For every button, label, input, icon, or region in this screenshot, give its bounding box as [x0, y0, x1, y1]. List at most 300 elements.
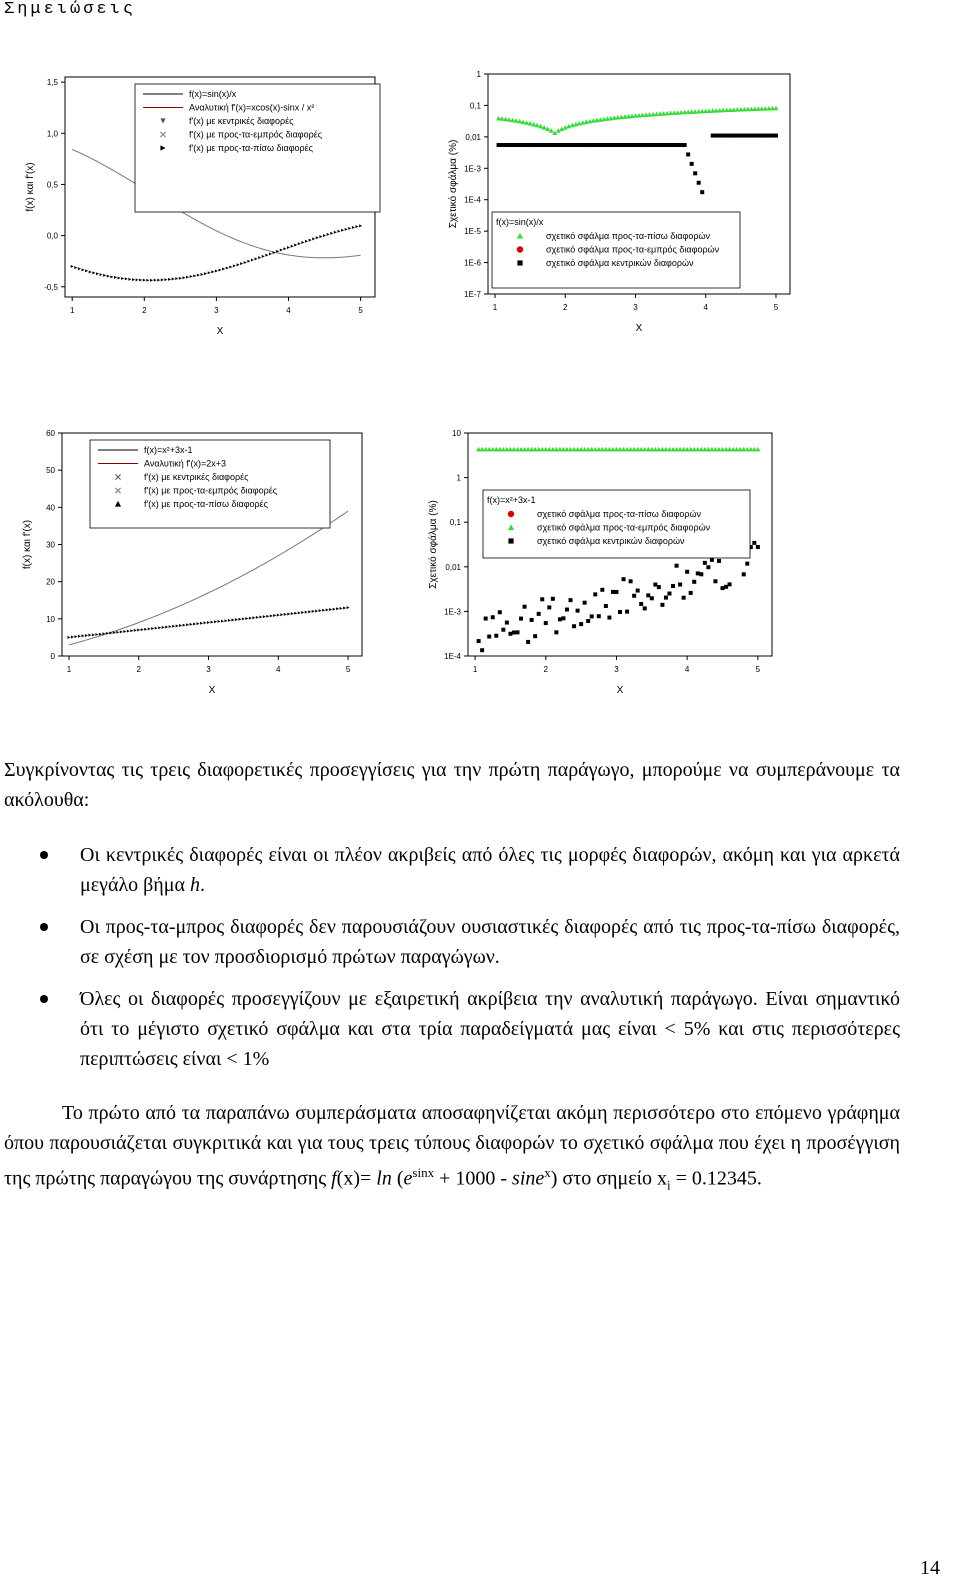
- derivative-point: [273, 614, 276, 617]
- error-point: [653, 583, 657, 587]
- formula-e: e: [403, 1167, 413, 1190]
- legend-label: f'(x) με κεντρικές διαφορές: [189, 116, 294, 126]
- error-point: [542, 143, 546, 147]
- x-tick-label: 4: [276, 665, 281, 674]
- error-point: [752, 541, 756, 545]
- error-point: [494, 634, 498, 638]
- error-point: [686, 152, 690, 156]
- y-tick-label: 1E-3: [444, 607, 461, 617]
- x-axis-label: X: [635, 323, 643, 334]
- derivative-point: [74, 266, 77, 269]
- error-point: [693, 171, 697, 175]
- error-point: [500, 143, 504, 147]
- legend-marker: [517, 260, 522, 265]
- formula-sup-x: x: [544, 1165, 551, 1180]
- error-point: [551, 597, 555, 601]
- derivative-point: [276, 250, 279, 253]
- legend-label: Αναλυτική f'(x)=xcos(x)-sinx / x²: [189, 102, 315, 113]
- error-point: [549, 143, 553, 147]
- error-point: [480, 648, 484, 652]
- legend-label: σχετικό σφάλμα κεντρικών διαφορών: [546, 258, 694, 268]
- error-point: [660, 603, 664, 607]
- error-point: [498, 610, 502, 614]
- chart-poly-relative-error: [420, 418, 940, 708]
- bullet-icon: [40, 923, 48, 931]
- error-point: [560, 143, 564, 147]
- error-point: [497, 143, 501, 147]
- derivative-point: [197, 622, 200, 625]
- y-tick-label: 1E-7: [464, 290, 481, 299]
- bullet-text: Οι προς-τα-μπρος διαφορές δεν παρουσιάζουν ουσιαστικές διαφορές από τις προς-τα-πίσω διαφορές, σε σχέση με τον προσδιορισμό πρώτων παραγώγων.: [80, 916, 900, 968]
- formula-eq: =: [360, 1167, 377, 1190]
- derivative-point: [183, 624, 186, 627]
- derivative-point: [169, 625, 172, 628]
- error-point: [605, 143, 609, 147]
- error-point: [584, 143, 588, 147]
- derivative-point: [127, 630, 130, 633]
- error-point: [593, 592, 597, 596]
- error-point: [696, 571, 700, 575]
- y-tick-label: 40: [46, 503, 55, 513]
- x-tick-label: 3: [614, 665, 619, 674]
- error-point: [588, 143, 592, 147]
- derivative-point: [204, 272, 207, 275]
- derivative-point: [309, 239, 312, 242]
- x-axis-label: X: [208, 685, 216, 696]
- x-axis-label: X: [616, 685, 624, 696]
- derivative-point: [305, 611, 308, 614]
- error-point: [518, 143, 522, 147]
- derivative-point: [319, 235, 322, 238]
- derivative-point: [240, 262, 243, 265]
- formula-sub-i: i: [666, 1177, 671, 1193]
- legend-label: f'(x) με προς-τα-πίσω διαφορές: [144, 499, 269, 509]
- derivative-point: [207, 621, 210, 624]
- error-point: [484, 617, 488, 621]
- y-tick-label: 1E-3: [464, 164, 481, 174]
- derivative-point: [294, 612, 297, 615]
- error-point: [710, 558, 714, 562]
- derivative-point: [301, 611, 304, 614]
- derivative-point: [330, 232, 333, 235]
- derivative-point: [269, 252, 272, 255]
- error-point: [556, 143, 560, 147]
- derivative-point: [251, 259, 254, 262]
- derivative-point: [121, 277, 124, 280]
- derivative-point: [280, 249, 283, 252]
- x-tick-label: 1: [472, 665, 478, 674]
- error-point: [728, 582, 732, 586]
- derivative-point: [316, 236, 319, 239]
- error-point: [611, 590, 615, 594]
- derivative-point: [252, 616, 255, 619]
- error-point: [682, 596, 686, 600]
- derivative-point: [161, 278, 164, 281]
- x-tick-label: 2: [142, 306, 147, 315]
- error-point: [724, 585, 728, 589]
- chart-poly-relative-error-svg: [420, 418, 940, 708]
- error-point: [530, 618, 534, 622]
- legend-label: f'(x) με προς-τα-εμπρός διαφορές: [144, 485, 278, 496]
- error-point: [524, 120, 529, 125]
- derivative-point: [222, 268, 225, 271]
- derivative-point: [172, 278, 175, 281]
- derivative-point: [214, 620, 217, 623]
- error-point: [579, 622, 583, 626]
- error-point: [604, 604, 608, 608]
- y-tick-label: 0,5: [46, 180, 58, 190]
- x-tick-label: 3: [206, 665, 211, 674]
- derivative-point: [235, 618, 238, 621]
- legend-marker: [508, 538, 513, 543]
- error-point: [619, 143, 623, 147]
- derivative-point: [329, 608, 332, 611]
- error-point: [591, 143, 595, 147]
- derivative-point: [154, 279, 157, 282]
- x-tick-label: 5: [358, 306, 363, 315]
- derivative-point: [197, 274, 200, 277]
- derivative-point: [128, 278, 131, 281]
- derivative-point: [71, 636, 74, 639]
- derivative-point: [291, 245, 294, 248]
- error-point: [763, 134, 767, 138]
- error-point: [713, 579, 717, 583]
- legend-title: f(x)=sin(x)/x: [496, 217, 544, 227]
- derivative-point: [265, 254, 268, 257]
- error-point: [533, 634, 537, 638]
- derivative-point: [341, 229, 344, 232]
- error-point: [512, 631, 516, 635]
- error-point: [505, 621, 509, 625]
- derivative-point: [120, 630, 123, 633]
- legend-label: f'(x) με κεντρικές διαφορές: [144, 472, 249, 482]
- y-tick-label: 0,1: [469, 101, 481, 111]
- x-tick-label: 4: [286, 306, 291, 315]
- derivative-point: [284, 613, 287, 616]
- derivative-point: [231, 618, 234, 621]
- legend-label: σχετικό σφάλμα κεντρικών διαφορών: [537, 536, 685, 546]
- derivative-point: [211, 270, 214, 273]
- error-point: [739, 134, 743, 138]
- error-point: [703, 561, 707, 565]
- derivative-point: [78, 635, 81, 638]
- list-item: [40, 984, 900, 1074]
- error-point: [753, 134, 757, 138]
- derivative-point: [305, 240, 308, 243]
- derivative-point: [298, 611, 301, 614]
- derivative-point: [85, 634, 88, 637]
- derivative-point: [139, 279, 142, 282]
- formula-sinx: sinx: [412, 1165, 435, 1180]
- x-axis-label: X: [216, 326, 224, 337]
- error-point: [657, 585, 661, 589]
- error-point: [714, 134, 718, 138]
- x-tick-label: 2: [136, 665, 141, 674]
- derivative-point: [78, 267, 81, 270]
- error-point: [671, 584, 675, 588]
- derivative-point: [81, 634, 84, 637]
- error-point: [675, 564, 679, 568]
- derivative-point: [116, 631, 119, 634]
- error-point: [573, 122, 578, 127]
- derivative-point: [92, 271, 95, 274]
- error-point: [706, 565, 710, 569]
- derivative-point: [247, 260, 250, 263]
- error-point: [650, 596, 654, 600]
- error-point: [597, 614, 601, 618]
- x-tick-label: 5: [773, 303, 779, 312]
- derivative-point: [345, 228, 348, 231]
- error-point: [523, 605, 527, 609]
- error-point: [664, 596, 668, 600]
- derivative-point: [244, 261, 247, 264]
- derivative-point: [186, 623, 189, 626]
- derivative-point: [165, 626, 168, 629]
- derivative-point: [168, 278, 171, 281]
- y-tick-label: 20: [46, 577, 55, 587]
- error-point: [735, 134, 739, 138]
- error-point: [544, 621, 548, 625]
- error-point: [519, 617, 523, 621]
- error-point: [637, 143, 641, 147]
- x-tick-label: 2: [543, 665, 548, 674]
- error-point: [614, 590, 618, 594]
- derivative-point: [182, 276, 185, 279]
- y-tick-label: 1: [476, 70, 481, 79]
- x-tick-label: 4: [684, 665, 690, 674]
- bullet-text: Οι κεντρικές διαφορές είναι οι πλέον ακριβείς από όλες τις μορφές διαφορών, ακόμη και για αρκετά μεγάλο βήμα: [80, 844, 900, 896]
- error-point: [567, 143, 571, 147]
- y-axis-label: Σχετικό σφάλμα (%): [448, 139, 459, 229]
- derivative-point: [270, 614, 273, 617]
- derivative-point: [258, 256, 261, 259]
- derivative-point: [359, 224, 362, 227]
- derivative-point: [226, 267, 229, 270]
- error-point: [632, 594, 636, 598]
- formula-ln: ln: [376, 1167, 392, 1190]
- legend-title: f(x)=x²+3x-1: [487, 495, 536, 505]
- error-point: [655, 143, 659, 147]
- derivative-point: [151, 627, 154, 630]
- legend-label: f'(x) με προς-τα-πίσω διαφορές: [189, 143, 314, 153]
- error-point: [514, 143, 518, 147]
- derivative-point: [130, 629, 133, 632]
- derivative-point: [327, 233, 330, 236]
- x-tick-label: 3: [214, 306, 219, 315]
- error-point: [602, 143, 606, 147]
- derivative-point: [337, 230, 340, 233]
- error-point: [718, 134, 722, 138]
- error-point: [742, 134, 746, 138]
- derivative-point: [157, 279, 160, 282]
- y-tick-label: 1E-4: [444, 652, 461, 661]
- error-point: [683, 143, 687, 147]
- error-point: [563, 143, 567, 147]
- derivative-point: [215, 269, 218, 272]
- error-point: [755, 447, 760, 451]
- derivative-point: [266, 615, 269, 618]
- error-point: [760, 134, 764, 138]
- error-point: [607, 616, 611, 620]
- x-tick-label: 5: [345, 665, 351, 674]
- derivative-point: [186, 276, 189, 279]
- derivative-point: [162, 626, 165, 629]
- legend-label: σχετικό σφάλμα προς-τα-εμπρός διαφορών: [537, 522, 711, 533]
- derivative-point: [107, 275, 110, 278]
- derivative-point: [228, 619, 231, 622]
- error-point: [477, 639, 481, 643]
- error-point: [700, 190, 704, 194]
- derivative-point: [355, 225, 358, 228]
- legend-label: σχετικό σφάλμα προς-τα-πίσω διαφορών: [546, 231, 711, 241]
- error-point: [648, 143, 652, 147]
- derivative-point: [175, 277, 178, 280]
- conclusion-paragraph: [4, 1098, 900, 1201]
- y-tick-label: 50: [46, 466, 55, 476]
- derivative-point: [259, 615, 262, 618]
- y-tick-label: 0,01: [445, 562, 461, 572]
- derivative-point: [312, 610, 315, 613]
- error-point: [633, 143, 637, 147]
- legend-box: [90, 440, 330, 528]
- chart-poly-derivatives-svg: [0, 418, 440, 708]
- y-tick-label: 0,0: [46, 231, 58, 241]
- error-point: [532, 143, 536, 147]
- derivative-point: [217, 620, 220, 623]
- y-axis-label: f(x) και f'(x): [22, 519, 33, 570]
- derivative-point: [136, 278, 139, 281]
- derivative-point: [315, 610, 318, 613]
- error-point: [546, 143, 550, 147]
- derivative-point: [125, 277, 128, 280]
- derivative-point: [238, 618, 241, 621]
- legend-label: f(x)=sin(x)/x: [189, 89, 237, 99]
- derivative-point: [118, 276, 121, 279]
- derivative-point: [229, 265, 232, 268]
- legend-label: Αναλυτική f'(x)=2x+3: [144, 458, 227, 469]
- derivative-point: [294, 243, 297, 246]
- derivative-point: [67, 636, 70, 639]
- error-point: [728, 134, 732, 138]
- error-point: [598, 143, 602, 147]
- error-point: [540, 597, 544, 601]
- derivative-point: [262, 255, 265, 258]
- y-tick-label: 10: [46, 614, 55, 624]
- derivative-point: [85, 269, 88, 272]
- error-point: [630, 143, 634, 147]
- error-point: [504, 143, 508, 147]
- error-point: [773, 106, 778, 111]
- derivative-point: [106, 632, 109, 635]
- derivative-point: [263, 615, 266, 618]
- derivative-point: [211, 621, 214, 624]
- y-tick-label: 1E-4: [464, 195, 481, 205]
- error-point: [547, 605, 551, 609]
- derivative-point: [334, 231, 337, 234]
- y-tick-label: 60: [46, 429, 55, 438]
- error-point: [558, 617, 562, 621]
- error-point: [678, 583, 682, 587]
- derivative-point: [110, 275, 113, 278]
- error-point: [623, 143, 627, 147]
- error-point: [491, 615, 495, 619]
- derivative-point: [255, 257, 258, 260]
- derivative-point: [242, 617, 245, 620]
- derivative-point: [224, 619, 227, 622]
- derivative-point: [146, 279, 149, 282]
- error-point: [595, 143, 599, 147]
- derivative-point: [155, 627, 158, 630]
- derivative-point: [340, 607, 343, 610]
- derivative-point: [103, 274, 106, 277]
- error-point: [742, 572, 746, 576]
- error-point: [626, 143, 630, 147]
- intro-text: Συγκρίνοντας τις τρεις διαφορετικές προσεγγίσεις για την πρώτη παράγωγο, μπορούμε να συμπεράνουμε τα ακόλουθα:: [4, 759, 900, 811]
- error-point: [577, 143, 581, 147]
- formula-mid: + 1000 -: [434, 1167, 513, 1190]
- y-tick-label: 0,01: [465, 132, 481, 142]
- derivative-point: [100, 273, 103, 276]
- error-point: [618, 610, 622, 614]
- function-line: [69, 511, 348, 645]
- y-tick-label: 0: [50, 652, 55, 661]
- page-number: 14: [920, 1557, 940, 1579]
- derivative-point: [193, 274, 196, 277]
- error-point: [612, 143, 616, 147]
- y-axis-label: Σχετικό σφάλμα (%): [428, 500, 439, 589]
- derivative-point: [172, 625, 175, 628]
- derivative-point: [221, 620, 224, 623]
- list-item: Οι κεντρικές διαφορές είναι οι πλέον ακριβείς από όλες τις μορφές διαφορών, ακόμη και για αρκετά μεγάλο βήμα h.: [40, 840, 900, 900]
- error-point: [535, 143, 539, 147]
- derivative-point: [237, 263, 240, 266]
- derivative-point: [134, 629, 137, 632]
- y-tick-label: 1E-6: [464, 258, 481, 268]
- chart-sin-derivatives-svg: [0, 52, 440, 352]
- error-point: [725, 134, 729, 138]
- derivative-point: [179, 624, 182, 627]
- error-point: [679, 143, 683, 147]
- legend-label: σχετικό σφάλμα προς-τα-εμπρός διαφορών: [546, 244, 720, 255]
- conclusions-list: [40, 840, 900, 1086]
- error-point: [629, 579, 633, 583]
- derivative-point: [123, 630, 126, 633]
- error-point: [745, 562, 749, 566]
- derivative-point: [141, 628, 144, 631]
- error-point: [515, 630, 519, 634]
- derivative-point: [322, 609, 325, 612]
- error-point: [511, 143, 515, 147]
- derivative-point: [190, 275, 193, 278]
- error-point: [553, 143, 557, 147]
- x-tick-label: 1: [66, 665, 72, 674]
- derivative-point: [245, 617, 248, 620]
- error-point: [581, 143, 585, 147]
- error-point: [770, 134, 774, 138]
- error-point: [699, 572, 703, 576]
- x-tick-label: 5: [755, 665, 761, 674]
- conclusion-body: Το πρώτο από τα παραπάνω συμπεράσματα αποσαφηνίζεται ακόμη περισσότερο στο επόμενο γράφημα όπου παρουσιάζεται συγκριτικά και για τους τρεις τύπους διαφορών το σχετικό σφάλμα που έχει η προσέγγιση της πρώτης παραγώγου της συνάρτησης: [4, 1102, 900, 1190]
- error-point: [622, 577, 626, 581]
- error-point: [554, 630, 558, 634]
- error-point: [501, 628, 505, 632]
- error-point: [643, 606, 647, 610]
- derivative-point: [137, 628, 140, 631]
- derivative-point: [256, 616, 259, 619]
- error-point: [667, 592, 671, 596]
- derivative-point: [95, 633, 98, 636]
- derivative-point: [287, 246, 290, 249]
